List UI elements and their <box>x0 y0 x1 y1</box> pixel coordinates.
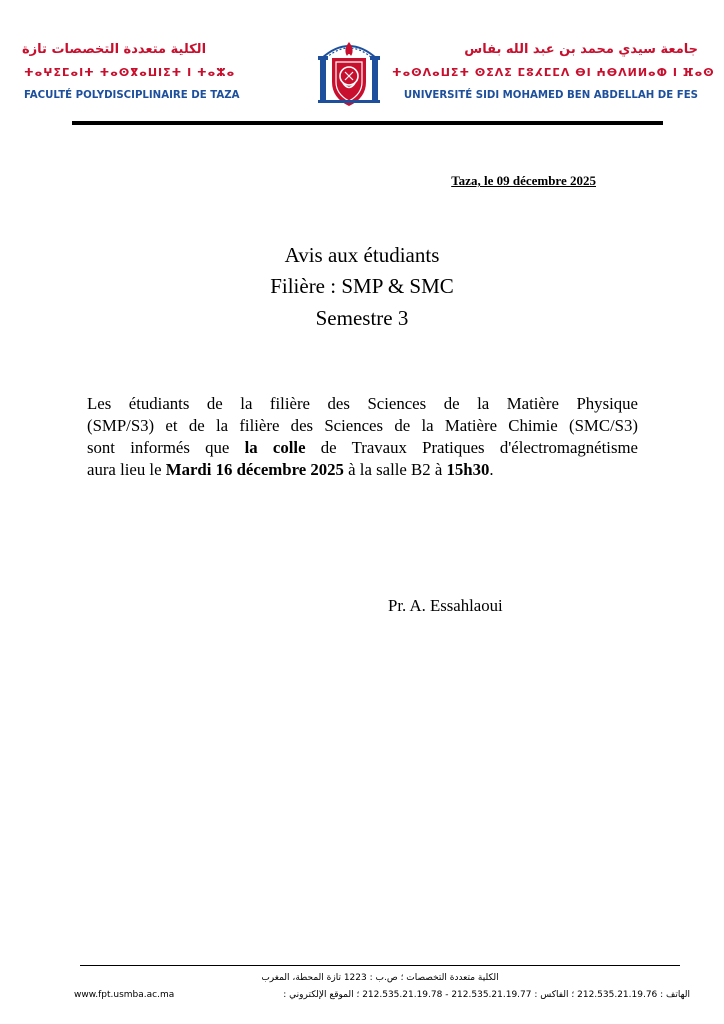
body-line-1: Les étudiants de la filière des Sciences de la Matière Physique <box>87 394 638 413</box>
body-text: aura lieu le <box>87 460 162 479</box>
notice-body <box>87 393 638 481</box>
footer-address: الكلية متعددة التخصصات ؛ ص.ب : 1223 تازة المحطة، المغرب <box>261 973 499 983</box>
body-text: sont informés que <box>87 438 230 457</box>
exam-type: la colle <box>244 438 306 457</box>
university-name-french: UNIVERSITÉ SIDI MOHAMED BEN ABDELLAH DE FES <box>403 90 698 101</box>
document-date: Taza, le 09 décembre 2025 <box>451 173 596 188</box>
body-line-3 <box>87 437 638 459</box>
footer-divider <box>80 965 680 966</box>
faculty-name-arabic: الكلية متعددة التخصصات تازة <box>22 42 207 57</box>
university-crest-icon <box>314 36 384 108</box>
exam-date: Mardi 16 décembre 2025 <box>165 460 344 479</box>
body-line-4 <box>87 459 638 481</box>
body-line-2: (SMP/S3) et de la filière des Sciences de la Matière Chimie (SMC/S3) <box>87 416 638 435</box>
footer-website: www.fpt.usmba.ac.ma <box>74 990 175 1000</box>
footer-contact <box>74 989 690 1002</box>
body-text: à la salle B2 à <box>348 460 443 479</box>
notice-title: Avis aux étudiants <box>284 243 440 267</box>
header-divider <box>72 121 663 125</box>
signature: Pr. A. Essahlaoui <box>388 596 503 615</box>
body-text: . <box>489 460 494 479</box>
university-name-arabic: جامعة سيدي محمد بن عبد الله بفاس <box>464 42 698 57</box>
university-name-tifinagh: ⵜⴰⵙⴷⴰⵡⵉⵜ ⵙⵉⴷⵉ ⵎⵓⵃⵎⵎⴷ ⴱⵏ ⵄⴱⴷⵍⵍⴰⵀ ⵏ ⴼⴰⵙ <box>392 66 715 79</box>
footer-phone-fax: الهاتف : 212.535.21.19.76 ؛ الفاكس : 212.535.21.19.77 - 212.535.21.19.78 ؛ الموقع الإلكتروني : <box>283 990 690 1000</box>
body-text: de Travaux Pratiques d'électromagnétisme <box>320 438 638 457</box>
exam-time: 15h30 <box>446 460 490 479</box>
notice-program: Filière : SMP & SMC <box>270 274 454 298</box>
notice-semester: Semestre 3 <box>315 306 409 330</box>
faculty-name-french: FACULTÉ POLYDISCIPLINAIRE DE TAZA <box>24 90 240 101</box>
faculty-name-tifinagh: ⵜⴰⵖⵉⵎⴰⵏⵜ ⵜⴰⵙⴳⴰⵡⵏⵉⵜ ⵏ ⵜⴰⵣⴰ <box>24 66 236 79</box>
